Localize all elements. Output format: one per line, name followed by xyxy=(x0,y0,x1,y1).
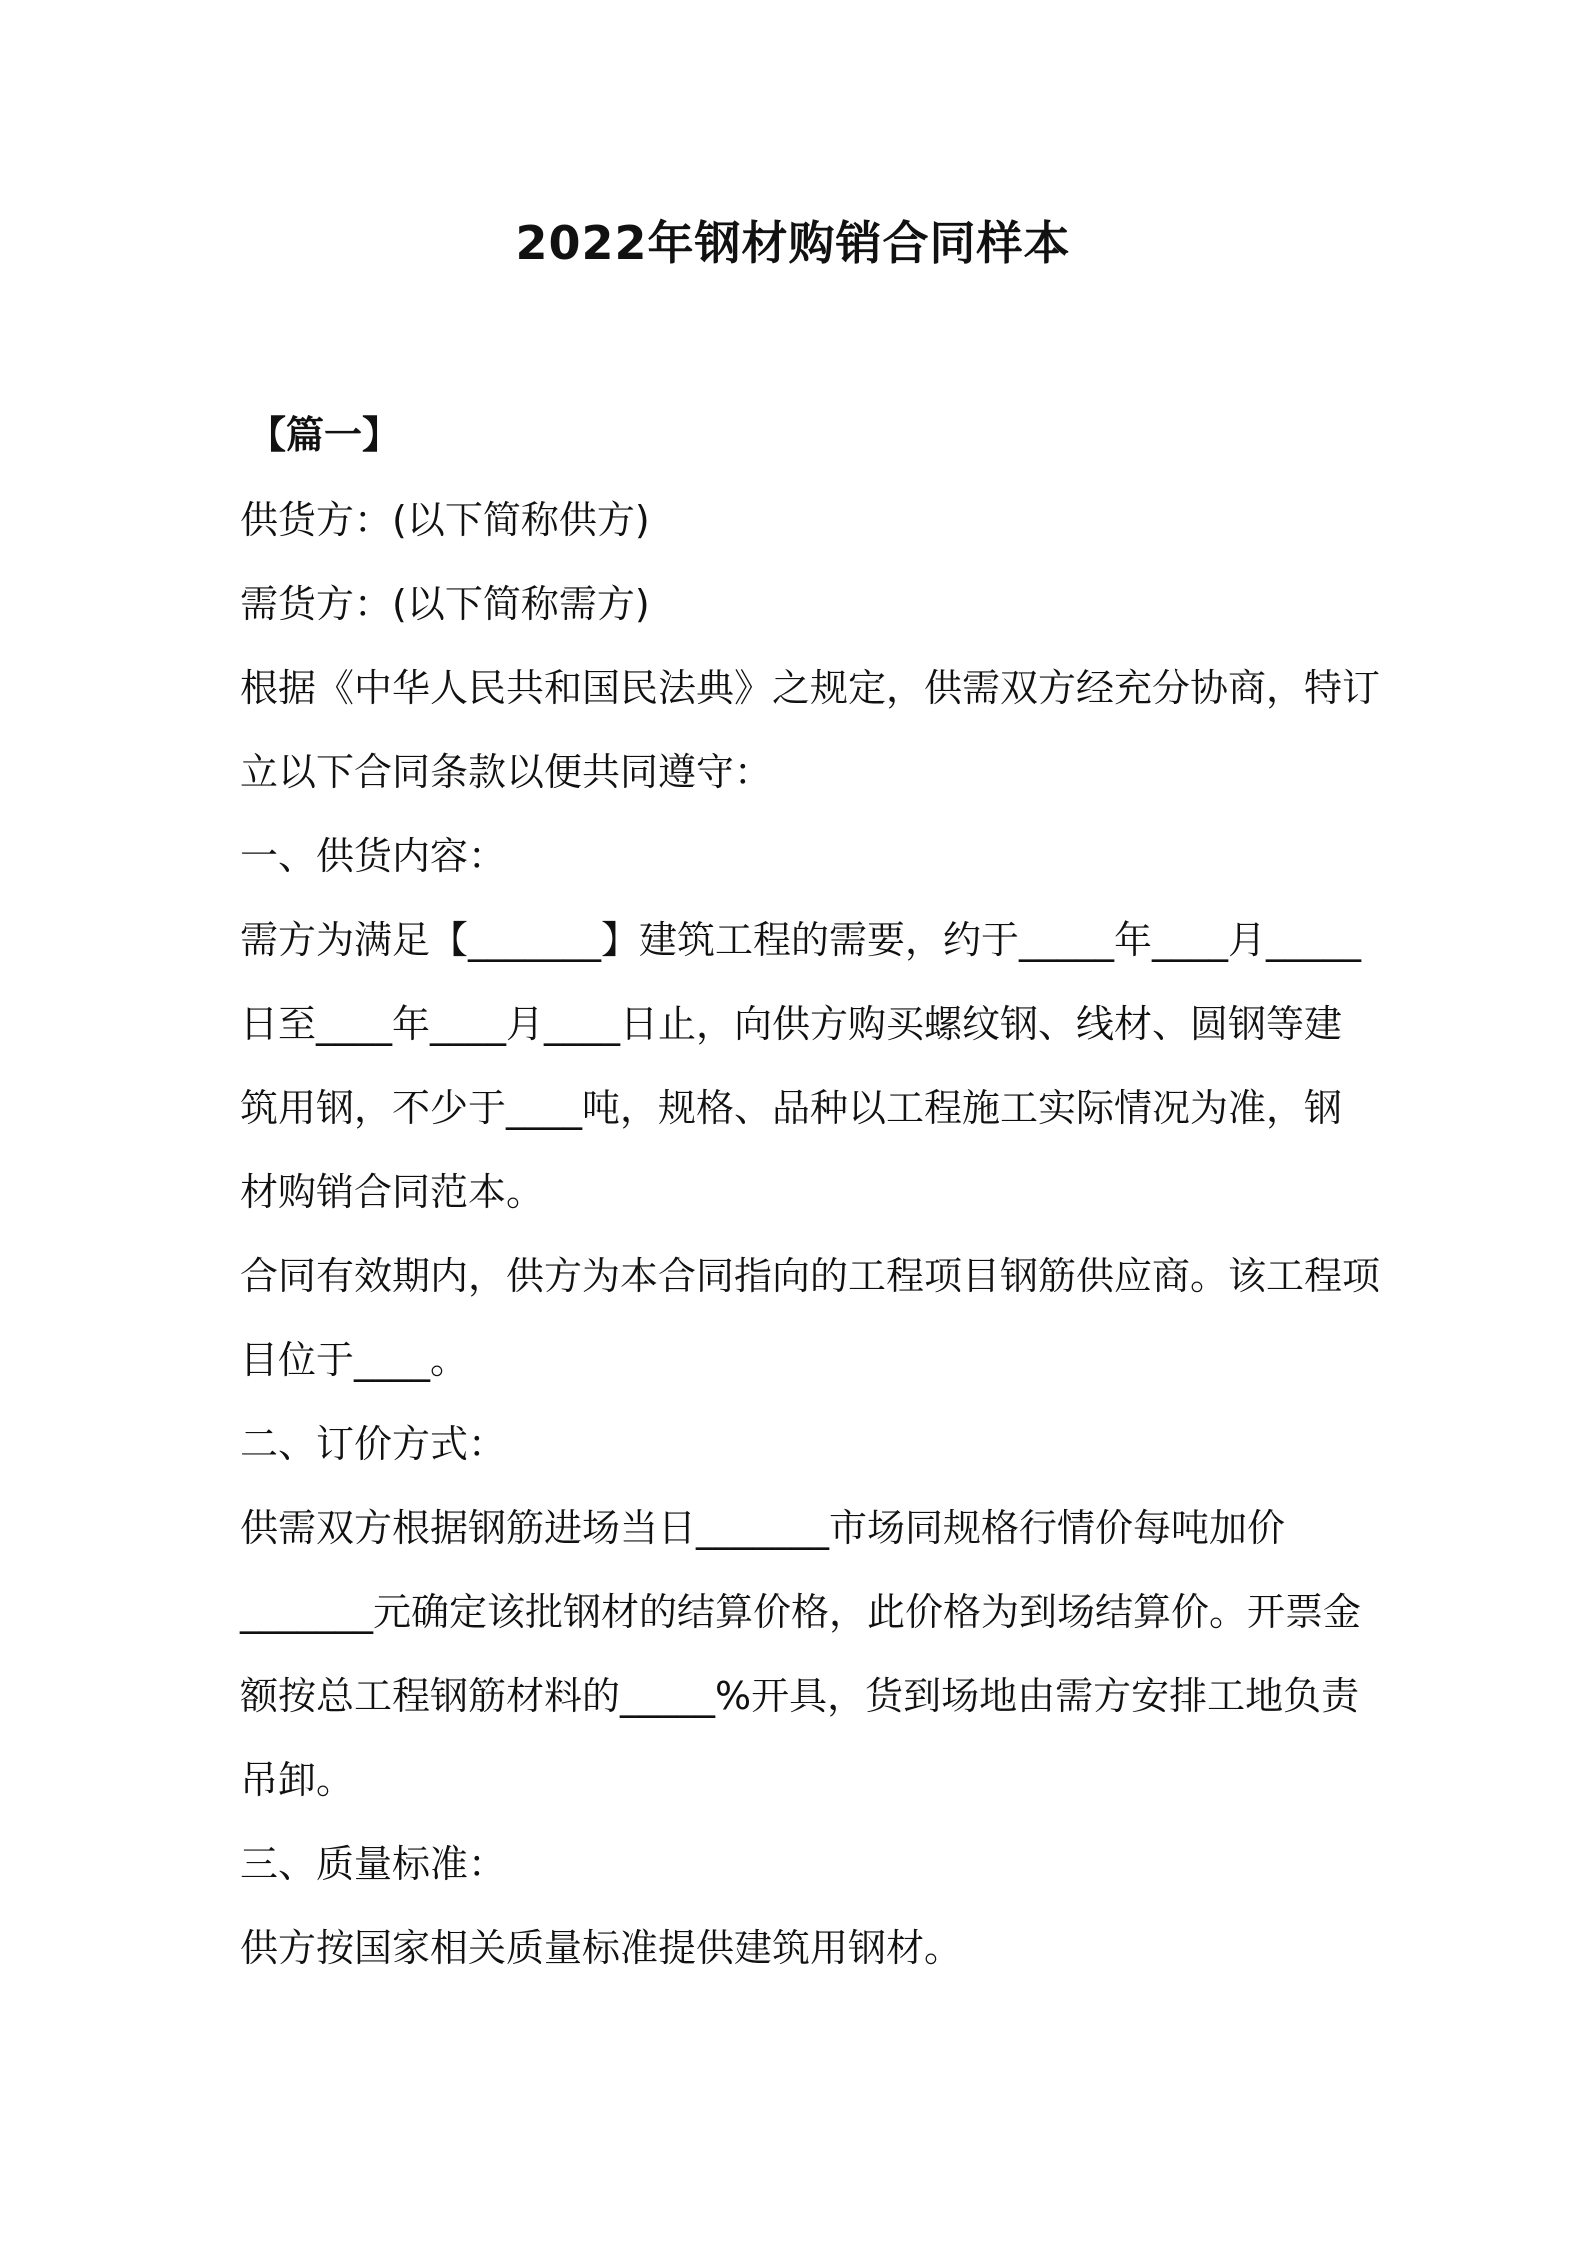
document-title: 2022年钢材购销合同样本 xyxy=(515,216,1071,270)
paragraph-line: 合同有效期内，供方为本合同指向的工程项目钢筋供应商。该工程项 xyxy=(240,1254,1381,1298)
paragraph-line: 需方为满足【_______】建筑工程的需要，约于_____年____月_____ xyxy=(240,918,1362,962)
section-label: 【篇一】 xyxy=(248,413,401,457)
paragraph-line: 供需双方根据钢筋进场当日_______市场同规格行情价每吨加价 xyxy=(240,1506,1286,1550)
paragraph-line: 目位于____。 xyxy=(240,1338,469,1382)
buyer-line: 需货方：(以下简称需方) xyxy=(240,582,650,626)
section-heading-quality: 三、质量标准： xyxy=(240,1842,507,1886)
supplier-line: 供货方：(以下简称供方) xyxy=(240,498,650,542)
document-body xyxy=(240,478,1381,1990)
paragraph-line: 额按总工程钢筋材料的_____%开具，货到场地由需方安排工地负责 xyxy=(240,1674,1360,1718)
section-heading-pricing: 二、订价方式： xyxy=(240,1422,507,1466)
paragraph-line: 根据《中华人民共和国民法典》之规定，供需双方经充分协商，特订 xyxy=(240,666,1381,710)
paragraph-line: 立以下合同条款以便共同遵守： xyxy=(240,750,773,794)
section-heading-supply: 一、供货内容： xyxy=(240,834,507,878)
paragraph-line: 吊卸。 xyxy=(240,1758,355,1802)
paragraph-line: _______元确定该批钢材的结算价格，此价格为到场结算价。开票金 xyxy=(240,1590,1362,1634)
paragraph-line: 筑用钢，不少于____吨，规格、品种以工程施工实际情况为准，钢 xyxy=(240,1086,1343,1130)
paragraph-line: 供方按国家相关质量标准提供建筑用钢材。 xyxy=(240,1926,963,1970)
paragraph-line: 日至____年____月____日止，向供方购买螺纹钢、线材、圆钢等建 xyxy=(240,1002,1343,1046)
paragraph-line: 材购销合同范本。 xyxy=(240,1170,545,1214)
